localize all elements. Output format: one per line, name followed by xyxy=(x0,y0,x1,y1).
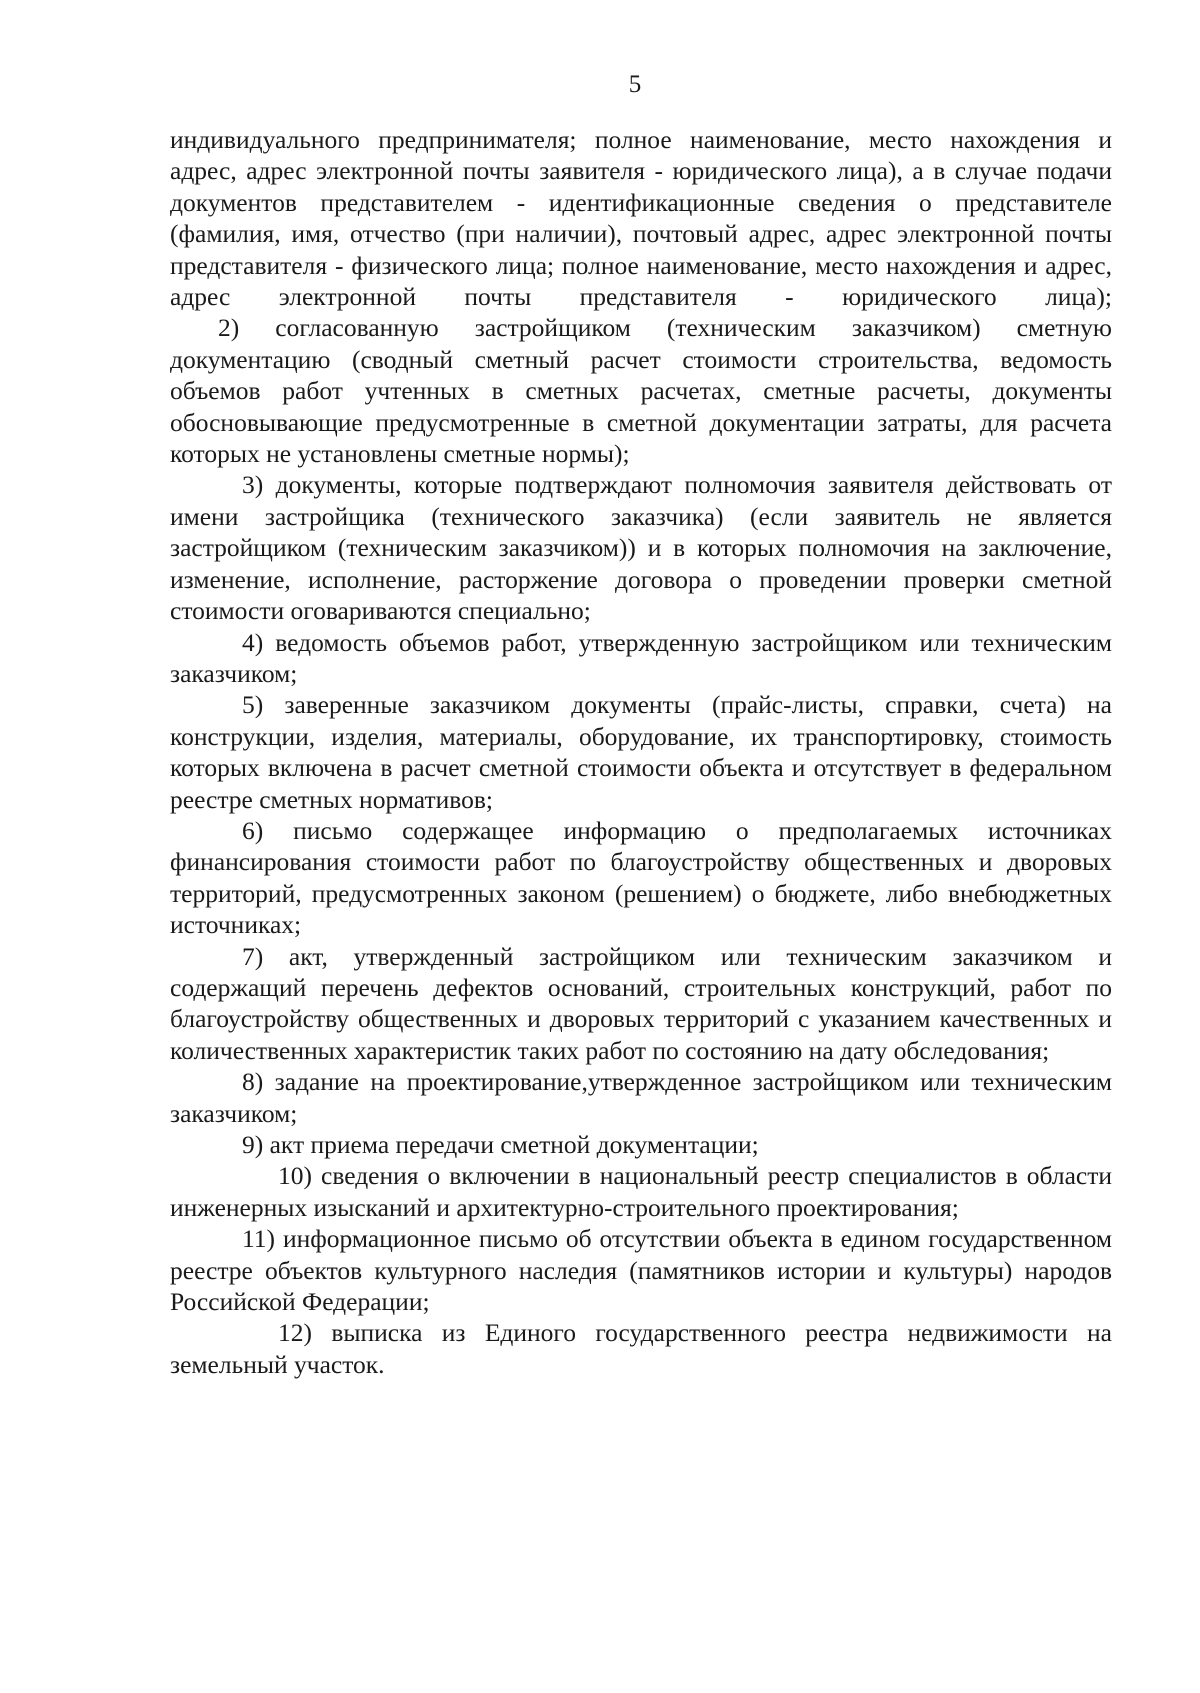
list-item-6: 6) письмо содержащее информацию о предполагаемых источниках финансирования стоимости работ по благоустройству общественных и дворовых территорий, предусмотренных законом (решением) о бюджете, либо внебюджетных источниках; xyxy=(170,815,1112,940)
list-item-7: 7) акт, утвержденный застройщиком или техническим заказчиком и содержащий перечень дефектов оснований, строительных конструкций, работ по благоустройству общественных и дворовых территорий с указанием качественных и количественных характеристик таких работ по состоянию на дату обследования; xyxy=(170,941,1112,1065)
list-item-2: 2) согласованную застройщиком (техническим заказчиком) сметную документацию (сводный сметный расчет стоимости строительства, ведомость объемов работ учтенных в сметных расчетах, сметные расчеты, документы обосновывающие предусмотренные в сметной документации затраты, для расчета которых не установлены сметные нормы); xyxy=(170,313,1112,469)
list-item-10: 10) сведения о включении в национальный реестр специалистов в области инженерных изысканий и архитектурно-строительного проектирования; xyxy=(170,1161,1112,1222)
list-item-8: 8) задание на проектирование,утвержденное застройщиком или техническим заказчиком; xyxy=(170,1067,1112,1128)
list-item-11: 11) информационное письмо об отсутствии объекта в едином государственном реестре объектов культурного наследия (памятников истории и культуры) народов Российской Федерации; xyxy=(170,1224,1112,1317)
list-item-9: 9) акт приема передачи сметной документации; xyxy=(242,1130,759,1159)
list-item-3: 3) документы, которые подтверждают полномочия заявителя действовать от имени застройщика (технического заказчика) (если заявитель не является застройщиком (техническим заказчиком)) и в которых полномочия на заключение, изменение, исполнение, расторжение договора о проведении проверки сметной стоимости оговариваются специально; xyxy=(170,470,1112,626)
page-number: 5 xyxy=(628,71,642,98)
document-body xyxy=(170,124,1112,1380)
paragraph-continuation: индивидуального предпринимателя; полное наименование, место нахождения и адрес, адрес электронной почты заявителя - юридического лица), а в случае подачи документов представителем - идентификационные сведения о представителе (фамилия, имя, отчество (при наличии), почтовый адрес, адрес электронной почты представителя - физического лица; полное наименование, место нахождения и адрес, адрес электронной почты представителя - юридического лица); xyxy=(170,125,1112,312)
list-item-4: 4) ведомость объемов работ, утвержденную застройщиком или техническим заказчиком; xyxy=(170,627,1112,688)
list-item-12: 12) выписка из Единого государственного реестра недвижимости на земельный участок. xyxy=(170,1318,1112,1379)
list-item-5: 5) заверенные заказчиком документы (прайс-листы, справки, счета) на конструкции, изделия, материалы, оборудование, их транспортировку, стоимость которых включена в расчет сметной стоимости объекта и отсутствует в федеральном реестре сметных нормативов; xyxy=(170,690,1112,814)
